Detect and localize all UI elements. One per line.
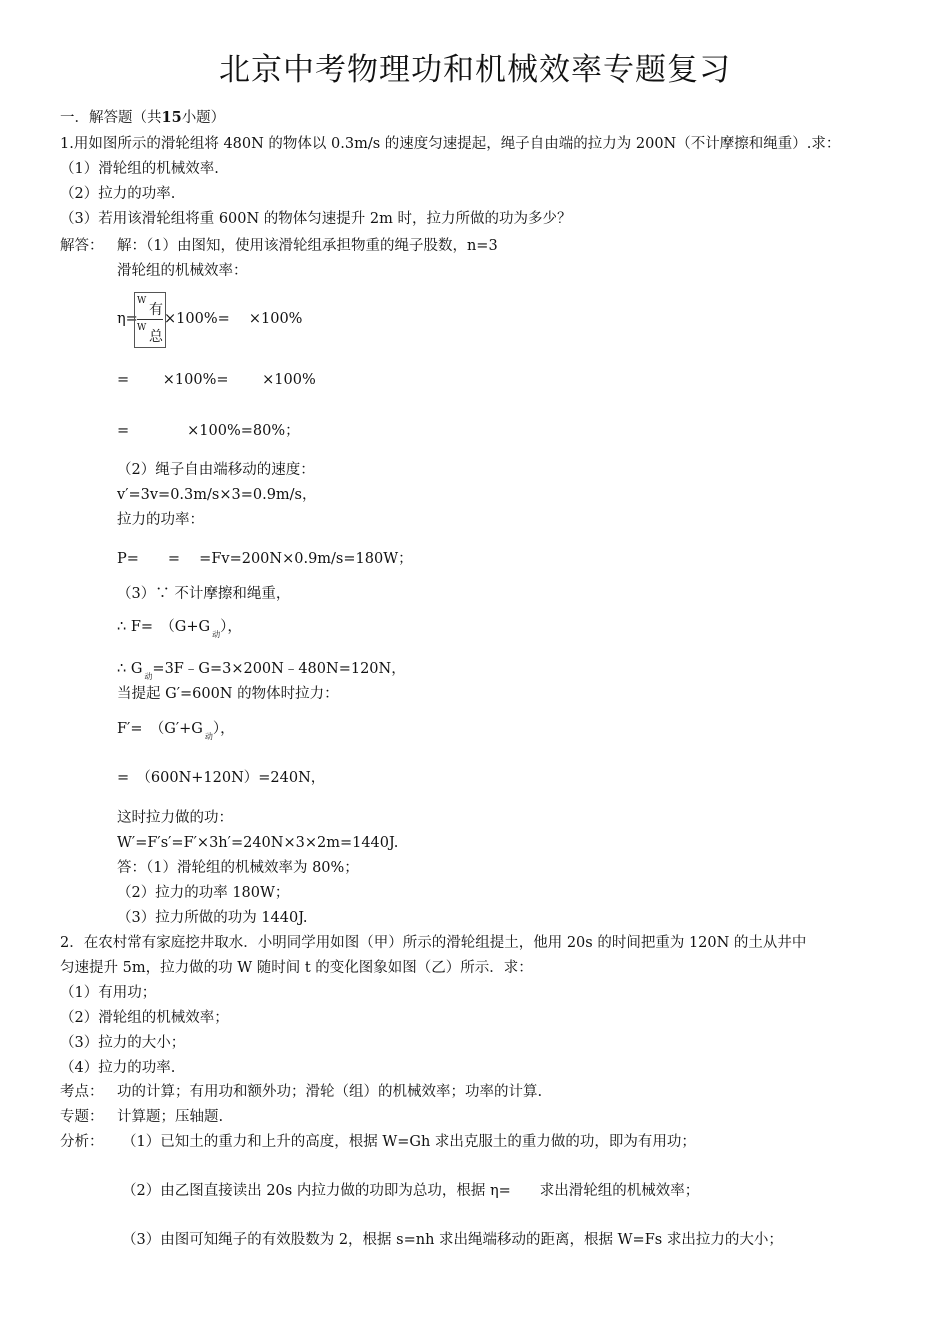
p3-line-b	[117, 617, 242, 645]
zhuanti-label: 专题：	[60, 1109, 104, 1125]
q2-stem-2: 匀速提升 5m，拉力做的功 W 随时间 t 的变化图象如图（乙）所示．求：	[60, 960, 533, 976]
q1-part-3: （3）若用该滑轮组将重 600N 的物体匀速提升 2m 时，拉力所做的功为多少？	[60, 211, 572, 227]
p3-line-b-post: ），	[220, 619, 242, 635]
p3-line-a: （3）∵ 不计摩擦和绳重，	[117, 586, 291, 602]
p3-line-c	[117, 659, 406, 687]
p2-line-d: P= = =Fv=200N×0.9m/s=180W；	[117, 551, 413, 567]
fenxi-line-3: （3）由图可知绳子的有效股数为 2，根据 s=nh 求出绳端移动的距离，根据 W=Fs 求出拉力的大小；	[122, 1232, 783, 1248]
p3-line-c-post: =3F﹣G=3×200N﹣480N=120N，	[152, 661, 406, 677]
q1-solution-label: 解答：	[60, 238, 104, 254]
p3-line-f: = （600N+120N）=240N，	[117, 770, 326, 786]
frac-top-sub: 有	[149, 302, 163, 318]
p2-line-c: 拉力的功率：	[117, 512, 204, 528]
frac-bot-w: W	[137, 323, 147, 333]
document-title: 北京中考物理功和机械效率专题复习	[219, 52, 731, 88]
frac-bot-sub: 总	[149, 329, 163, 345]
fraction-bar	[137, 319, 163, 320]
fenxi-label: 分析：	[60, 1134, 104, 1150]
eta-eq-3: = ×100%=80%；	[117, 423, 300, 439]
p3-line-c-sub: 动	[144, 672, 153, 681]
p3-line-e-sub: 动	[204, 732, 213, 741]
q2-part-2: （2）滑轮组的机械效率；	[60, 1010, 229, 1026]
q2-part-4: （4）拉力的功率.	[60, 1060, 176, 1076]
q2-stem-1: 2．在农村常有家庭挖井取水．小明同学用如图（甲）所示的滑轮组提土，他用 20s 的时间把重为 120N 的土从井中	[60, 935, 807, 951]
q1-part-2: （2）拉力的功率.	[60, 186, 176, 202]
answer-1: 答：（1）滑轮组的机械效率为 80%；	[117, 860, 359, 876]
eta-prefix: η=	[117, 311, 138, 327]
q1-solution-line-2: 滑轮组的机械效率：	[117, 263, 248, 279]
fenxi-line-2: （2）由乙图直接读出 20s 内拉力做的功即为总功，根据 η= 求出滑轮组的机械效率；	[122, 1183, 700, 1199]
section-heading-pre: 一．解答题（共	[60, 110, 162, 126]
p3-line-e-post: ），	[212, 721, 235, 737]
fenxi-line-1: （1）已知土的重力和上升的高度，根据 W=Gh 求出克服土的重力做的功，即为有用功；	[122, 1134, 696, 1150]
p3-line-b-sub: 动	[212, 630, 221, 639]
p3-line-d: 当提起 G′=600N 的物体时拉力：	[117, 686, 339, 702]
efficiency-fraction	[134, 292, 166, 348]
answer-3: （3）拉力所做的功为 1440J.	[117, 910, 308, 926]
frac-top-w: W	[137, 296, 147, 306]
q1-stem: 1.用如图所示的滑轮组将 480N 的物体以 0.3m/s 的速度匀速提起，绳子自由端的拉力为 200N（不计摩擦和绳重）.求：	[60, 136, 841, 152]
section-heading-count: 15	[161, 109, 182, 126]
kaodian-text: 功的计算；有用功和额外功；滑轮（组）的机械效率；功率的计算.	[117, 1084, 543, 1100]
p3-line-g: 这时拉力做的功：	[117, 810, 233, 826]
section-heading-post: 小题）	[181, 110, 226, 126]
eta-eq-2: = ×100%= ×100%	[117, 372, 316, 388]
kaodian-label: 考点：	[60, 1084, 104, 1100]
p3-line-c-pre: ∴ G	[117, 661, 143, 677]
p3-line-b-pre: ∴ F= （G+G	[117, 619, 211, 635]
eta-rest: ×100%= ×100%	[164, 311, 303, 327]
q2-part-1: （1）有用功；	[60, 985, 157, 1001]
p2-line-a: （2）绳子自由端移动的速度：	[117, 462, 315, 478]
p3-line-e-pre: F′= （G′+G	[117, 721, 203, 737]
p2-line-b: v′=3v=0.3m/s×3=0.9m/s，	[117, 487, 317, 503]
q1-solution-line-1: 解：（1）由图知，使用该滑轮组承担物重的绳子股数，n=3	[117, 238, 498, 254]
p3-line-h: W′=F′s′=F′×3h′=240N×3×2m=1440J.	[117, 835, 399, 851]
section-heading	[60, 108, 225, 128]
q1-part-1: （1）滑轮组的机械效率.	[60, 161, 219, 177]
answer-2: （2）拉力的功率 180W；	[117, 885, 290, 901]
p3-line-e	[117, 719, 235, 747]
zhuanti-text: 计算题；压轴题.	[117, 1109, 224, 1125]
q2-part-3: （3）拉力的大小；	[60, 1035, 186, 1051]
